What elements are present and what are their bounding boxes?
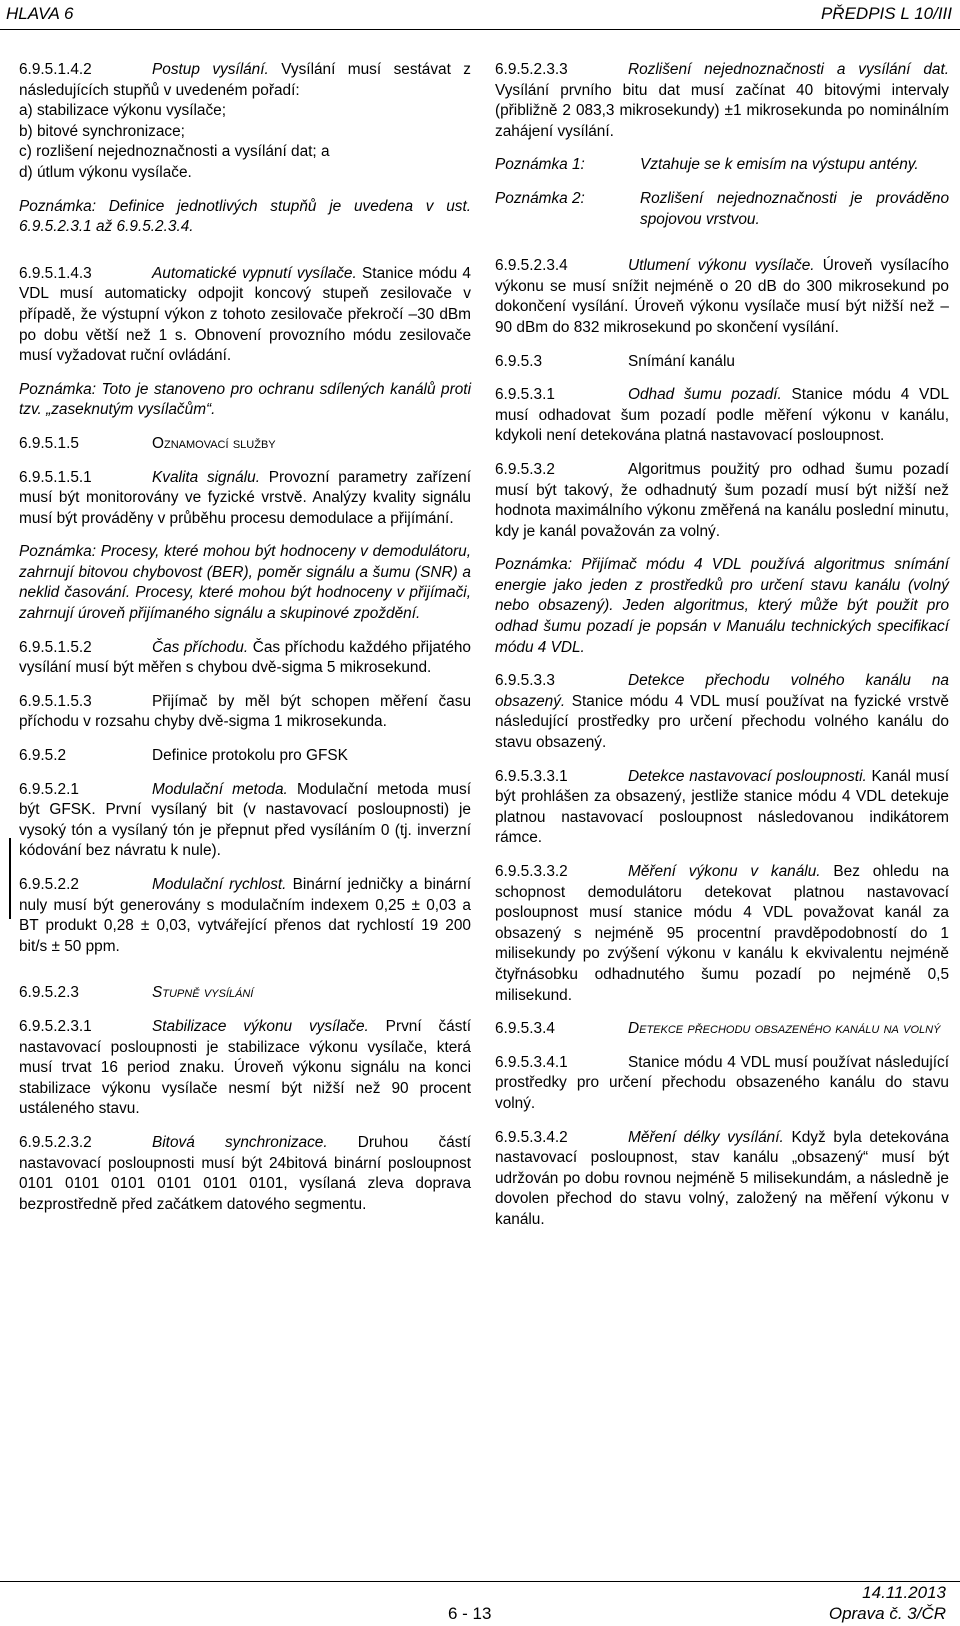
footer-amendment: Oprava č. 3/ČR <box>828 1604 946 1623</box>
para-6-9-5-1-5-2: 6.9.5.1.5.2 Čas příchodu. Čas příchodu každého přijatého vysílání musí být měřen s chybou dvě-sigma 5 mikrosekund. <box>19 638 471 677</box>
para-6-9-5-3-3-2: 6.9.5.3.3.2 Měření výkonu v kanálu. Bez ohledu na schopnost demodulátoru detekovat platnou nastavovací posloupnost musí stanice módu 4 VDL považovat kanál za obsazený s nejméně 95 procentní pravděpodobností do 1 milisekundy po zvýšení výkonu v kanálu k ekvivalentu nejméně čtyřnásobku odhadnutého šumu pozadí po nejméně 0,5 milisekund. <box>495 863 949 1004</box>
para-6-9-5-2-2: 6.9.5.2.2 Modulační rychlost. Binární jedničky a binární nuly musí být generovány s modulačním indexem 0,25 ± 0,03 a BT produkt 0,28 ± 0,03, vytvářející přenos dat rychlostí 19 200 bit/s ± 50 ppm. <box>19 876 471 955</box>
note: Poznámka 1: Vztahuje se k emisím na výstupu antény. <box>495 156 919 174</box>
note: Poznámka 2: Rozlišení nejednoznačnosti je prováděno spojovou vrstvou. <box>495 189 949 228</box>
para-6-9-5-2-3-2: 6.9.5.2.3.2 Bitová synchronizace. Druhou částí nastavovací posloupnosti musí být 24bitová binární posloupnost 0101 0101 0101 0101 0101 0101, vysílaná zleva doprava bezprostředně před začátkem datového segmentu. <box>19 1133 471 1213</box>
change-bar <box>9 838 11 919</box>
para-6-9-5-2-3-1: 6.9.5.2.3.1 Stabilizace výkonu vysílače. První částí nastavovací posloupnosti je stabilizace výkonu vysílače, která musí trvat 16 period znaku. Úroveň výkonu signálu na konci stabilizace výkonu vysílače nesmí být nižší než 90 procent ustáleného stavu. <box>19 1017 471 1118</box>
para-6-9-5-3-2: 6.9.5.3.2 Algoritmus použitý pro odhad šumu pozadí musí být takový, že odhadnutý šum pozadí musí být nižší než hodnota maximálního výkonu změřená na kanálu poslední minutu, kdy je kanál považován za volný. <box>495 460 949 540</box>
section-heading: 6.9.5.2.3 Stupně vysílání <box>19 984 254 1002</box>
page-header <box>0 4 958 26</box>
header-chapter: HLAVA 6 <box>6 4 74 23</box>
para-6-9-5-3-1: 6.9.5.3.1 Odhad šumu pozadí. Stanice módu 4 VDL musí odhadovat šum pozadí podle měření výkonu v kanálu, kdykoli není detekována platná nastavovací posloupnost. <box>495 386 949 445</box>
list-item: a) stabilizace výkonu vysílače; <box>19 102 227 120</box>
note: Poznámka: Přijímač módu 4 VDL používá algoritmus snímání energie jako jeden z prostředků pro určení stavu kanálu (volný nebo obsazený). Jeden algoritmus, který může být použit pro odhad šumu pozadí je popsán v Manuálu technických specifikací módu 4 VDL. <box>495 556 949 656</box>
note: Poznámka: Procesy, které mohou být hodnoceny v demodulátoru, zahrnují bitovou chybovost (BER), poměr signálu a šumu (SNR) a neklid časování. Procesy, které mohou být hodnoceny v přijímači, zahrnují úroveň přijímaného signálu a skupinové zpoždění. <box>19 543 471 623</box>
footer-date: 14.11.2013 <box>862 1583 946 1602</box>
header-rule <box>0 29 960 30</box>
stage-list <box>19 101 471 183</box>
section-heading: 6.9.5.3.4 Detekce přechodu obsazeného kanálu na volný <box>495 1020 941 1038</box>
page-number: 6 - 13 <box>448 1604 492 1623</box>
para-6-9-5-3-3: 6.9.5.3.3 Detekce přechodu volného kanálu na obsazený. Stanice módu 4 VDL musí používat na fyzické vrstvě následující prostředky pro určení přechodu volného kanálu do stavu obsazený. <box>495 672 949 752</box>
header-regulation: PŘEDPIS L 10/III <box>820 4 952 23</box>
para-6-9-5-1-4-3: 6.9.5.1.4.3 Automatické vypnutí vysílače. Stanice módu 4 VDL musí automaticky odpojit koncový stupeň zesilovače v případě, že výstupní výkon z tohoto zesilovače překročí –30 dBm po dobu větší než 1 s. Obnovení provozního módu zesilovače musí vyžadovat ruční ovládání. <box>19 264 471 365</box>
para-6-9-5-2-3-3: 6.9.5.2.3.3 Rozlišení nejednoznačnosti a vysílání dat. Vysílání prvního bitu dat musí začínat 40 bitovými intervaly (přibližně 2 083,3 mikrosekundy) ±1 mikrosekunda po nominálním zahájení vysílání. <box>495 61 949 140</box>
list-item: c) rozlišení nejednoznačnosti a vysílání dat; a <box>19 143 330 161</box>
footer-rule <box>0 1581 960 1582</box>
para-6-9-5-2-1: 6.9.5.2.1 Modulační metoda. Modulační metoda musí být GFSK. První vysílaný bit (v nastavovací posloupnosti) je vysoký tón a vysílaný tón je přepnut před vysíláním 0 (tj. inverzní kódování bez návratu k nule). <box>19 780 471 860</box>
para-6-9-5-1-5-3: 6.9.5.1.5.3 Přijímač by měl být schopen měření času příchodu v rozsahu chyby dvě-sigma 1 mikrosekunda. <box>19 692 471 731</box>
para-6-9-5-1-4-2: 6.9.5.1.4.2 Postup vysílání. Vysílání musí sestávat z následujících stupňů v uvedeném pořadí: <box>19 61 471 99</box>
list-item: d) útlum výkonu vysílače. <box>19 163 192 181</box>
list-item: b) bitové synchronizace; <box>19 122 185 140</box>
section-heading: 6.9.5.1.5 Oznamovací služby <box>19 434 276 452</box>
para-6-9-5-2-3-4: 6.9.5.2.3.4 Utlumení výkonu vysílače. Úroveň vysílacího výkonu se musí snížit nejméně o 20 dB do 300 mikrosekund po dokončení vysílání. Úroveň výkonu vysílače musí být nižší než –90 dBm do 832 mikrosekund po skončení vysílání. <box>495 257 949 336</box>
left-column <box>19 60 471 1228</box>
para-6-9-5-3-4-1: 6.9.5.3.4.1 Stanice módu 4 VDL musí používat následující prostředky pro určení přechodu obsazeného kanálu do stavu volný. <box>495 1053 949 1112</box>
para-6-9-5-3-3-1: 6.9.5.3.3.1 Detekce nastavovací posloupnosti. Kanál musí být prohlášen za obsazený, jestliže stanice módu 4 VDL detekuje platnou nastavovací posloupnost následovanou indikátorem rámce. <box>495 767 949 847</box>
section-heading: 6.9.5.3 Snímání kanálu <box>495 352 735 370</box>
right-column <box>495 60 949 1244</box>
section-heading: 6.9.5.2 Definice protokolu pro GFSK <box>19 747 348 765</box>
note: Poznámka: Definice jednotlivých stupňů je uvedena v ust. 6.9.5.2.3.1 až 6.9.5.2.3.4. <box>19 197 471 236</box>
note: Poznámka: Toto je stanoveno pro ochranu sdílených kanálů proti tzv. „zaseknutým vysílačům“. <box>19 380 471 419</box>
para-6-9-5-1-5-1: 6.9.5.1.5.1 Kvalita signálu. Provozní parametry zařízení musí být monitorovány ve fyzické vrstvě. Analýzy kvality signálu musí být prováděny v průběhu procesu demodulace a přijímání. <box>19 468 471 527</box>
para-6-9-5-3-4-2: 6.9.5.3.4.2 Měření délky vysílání. Když byla detekována nastavovací posloupnost, stav kanálu „obsazený“ musí být udržován po dobu rovnou nejméně 5 milisekundám, a následně je dovolen přechod do stavu volný, založený na měření výkonu v kanálu. <box>495 1128 949 1228</box>
